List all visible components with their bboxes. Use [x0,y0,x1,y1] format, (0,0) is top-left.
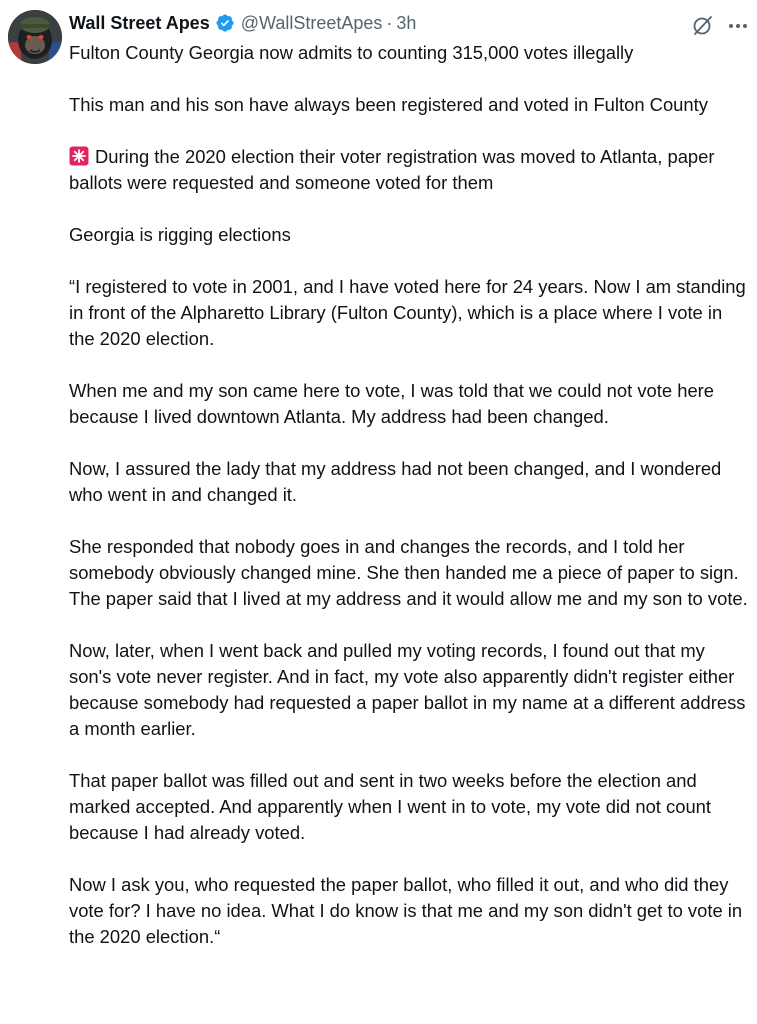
tweet-paragraph: Now I ask you, who requested the paper ballot, who filled it out, and who did they vote for? I have no idea. What I do know is that me and my son didn't get to vote in the 2020 election.“ [69,874,743,947]
verified-badge-icon[interactable] [215,13,235,33]
grok-icon[interactable] [691,14,715,38]
tweet-paragraph: During the 2020 election their voter registration was moved to Atlanta, paper ballots were requested and someone voted for them [69,146,715,193]
tweet-paragraph: Now, I assured the lady that my address had not been changed, and I wondered who went in and changed it. [69,458,722,505]
author-handle[interactable]: @WallStreetApes [240,12,383,33]
tweet-paragraph: Georgia is rigging elections [69,224,291,245]
tweet-paragraph: “I registered to vote in 2001, and I have voted here for 24 years. Now I am standing in front of the Alpharetto Library (Fulton County), which is a place where I vote in the 2020 election. [69,276,746,349]
more-icon[interactable] [726,14,750,38]
tweet-paragraph: Now, later, when I went back and pulled my voting records, I found out that my son's vote never register. And in fact, my vote also apparently didn't register either because somebody had requested a paper ballot in my name at a different address a month earlier. [69,640,746,739]
tweet-text [69,40,749,950]
tweet-paragraph: This man and his son have always been registered and voted in Fulton County [69,94,708,115]
tweet-header [69,10,416,36]
tweet-timestamp[interactable]: 3h [396,12,417,33]
rotating-light-siren-icon [69,146,89,166]
tweet-paragraph: When me and my son came here to vote, I was told that we could not vote here because I lived downtown Atlanta. My address had been changed. [69,380,715,427]
tweet-paragraph: Fulton County Georgia now admits to counting 315,000 votes illegally [69,42,634,63]
gorilla-avatar-icon[interactable] [8,10,62,64]
author-display-name[interactable]: Wall Street Apes [69,12,210,33]
tweet-paragraph: She responded that nobody goes in and changes the records, and I told her somebody obviously changed mine. She then handed me a piece of paper to sign. The paper said that I lived at my address and it would allow me and my son to vote. [69,536,748,609]
tweet-paragraph: That paper ballot was filled out and sent in two weeks before the election and marked accepted. And apparently when I went in to vote, my vote did not count because I had already voted. [69,770,712,843]
separator-dot: · [386,12,393,33]
